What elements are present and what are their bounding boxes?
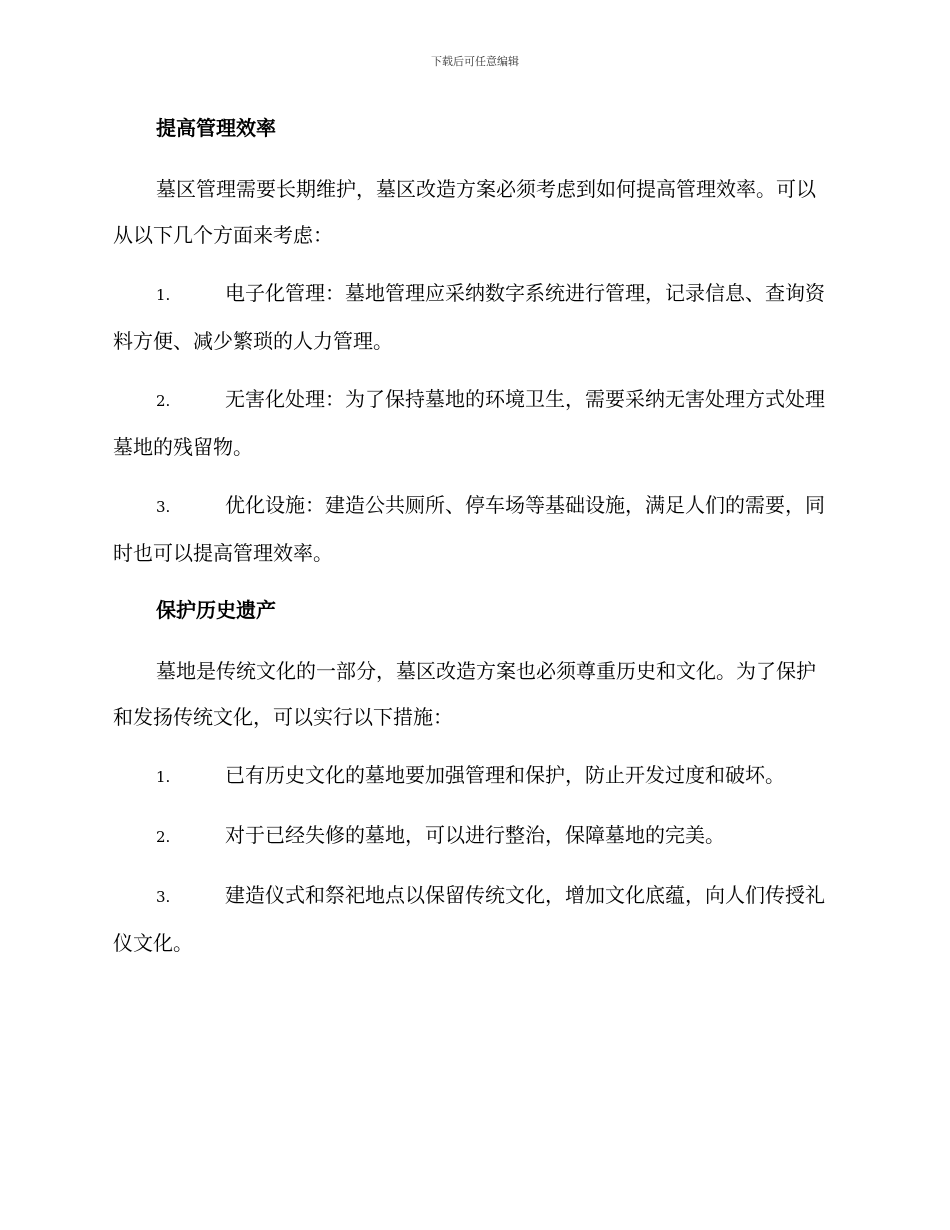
section-heading: 提高管理效率 — [156, 116, 276, 140]
list-item-text: 对于已经失修的墓地，可以进行整治，保障墓地的完美。 — [225, 823, 725, 847]
list-item — [113, 872, 835, 966]
document-body — [113, 112, 835, 966]
list-item — [113, 752, 835, 800]
list-item-number: 2. — [156, 828, 171, 846]
list-item-text: 电子化管理：墓地管理应采纳数字系统进行管理，记录信息、查询资料方便、减少繁琐的人力管理。 — [113, 281, 825, 353]
page-header: 下载后可任意编辑 — [431, 55, 519, 68]
list-item-number: 2. — [156, 392, 171, 410]
section-heritage-protection — [113, 594, 835, 966]
list-item-text: 已有历史文化的墓地要加强管理和保护，防止开发过度和破坏。 — [225, 763, 785, 787]
section-heading: 保护历史遗产 — [156, 598, 276, 622]
list-item-number: 3. — [156, 888, 171, 906]
list-item — [113, 270, 835, 364]
list-item — [113, 482, 835, 576]
section-management-efficiency — [113, 112, 835, 576]
list-item-number: 3. — [156, 498, 171, 516]
list-item-number: 1. — [156, 286, 171, 304]
section-intro: 墓地是传统文化的一部分，墓区改造方案也必须尊重历史和文化。为了保护和发扬传统文化，可以实行以下措施： — [113, 659, 816, 729]
list-item-text: 建造仪式和祭祀地点以保留传统文化，增加文化底蕴，向人们传授礼仪文化。 — [113, 883, 825, 955]
list-item — [113, 812, 835, 860]
list-item-text: 无害化处理：为了保持墓地的环境卫生，需要采纳无害处理方式处理墓地的残留物。 — [113, 387, 825, 459]
section-intro: 墓区管理需要长期维护，墓区改造方案必须考虑到如何提高管理效率。可以从以下几个方面来考虑： — [113, 177, 816, 247]
list-item-number: 1. — [156, 768, 171, 786]
list-item — [113, 376, 835, 470]
list-item-text: 优化设施：建造公共厕所、停车场等基础设施，满足人们的需要，同时也可以提高管理效率。 — [113, 493, 825, 565]
